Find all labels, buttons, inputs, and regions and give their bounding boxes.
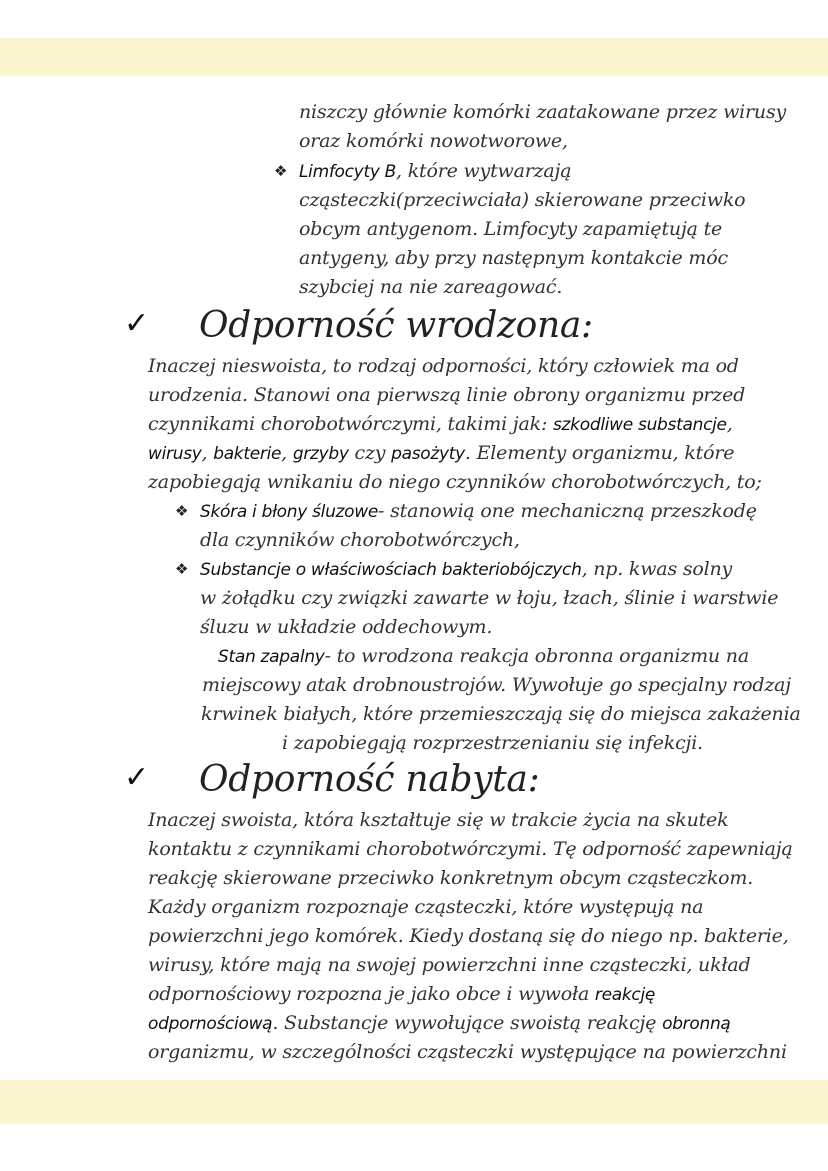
text: - stanowią one mechaniczną przeszkodę <box>378 500 757 522</box>
bullet-text: , które wytwarzają <box>396 160 572 182</box>
term: reakcję <box>594 985 656 1005</box>
term: Substancje o właściwościach bakteriobójczych <box>200 560 582 580</box>
para2-line-2: kontaktu z czynnikami chorobotwórczymi. Tę odporność zapewniają <box>148 838 793 860</box>
text: . Substancje wywołujące swoistą reakcję <box>272 1012 663 1034</box>
text: - to wrodzona reakcja obronna organizmu na <box>324 645 749 667</box>
inflammation-line-4: i zapobiegają rozprzestrzenianiu się infekcji. <box>282 732 703 754</box>
bullet-skora-line-2: dla czynników chorobotwórczych, <box>200 529 520 551</box>
para2-line-3: reakcję skierowane przeciwko konkretnym obcym cząsteczkom. <box>148 867 754 889</box>
bullet-limfocyty-b <box>299 157 571 188</box>
inflammation-line-3: krwinek białych, które przemieszczają się do miejsca zakażenia <box>201 703 801 725</box>
term: Skóra i błony śluzowe <box>200 502 379 522</box>
bullet-b-line-2: cząsteczki(przeciwciała) skierowane przeciwko <box>299 189 746 211</box>
para2-line-6: wirusy, które mają na swojej powierzchni inne cząsteczki, układ <box>148 954 751 976</box>
bullet-skora <box>200 497 757 528</box>
bullet-diamond-icon: ❖ <box>175 502 189 520</box>
para2-line-9: organizmu, w szczególności cząsteczki występujące na powierzchni <box>148 1041 787 1063</box>
bullet-b-line-4: antygeny, aby przy następnym kontakcie móc <box>299 247 728 269</box>
term: grzyby <box>292 444 349 464</box>
para2-line-5: powierzchni jego komórek. Kiedy dostaną się do niego np. bakterie, <box>148 925 789 947</box>
para2-line-1: Inaczej swoista, która kształtuje się w trakcie życia na skutek <box>148 809 729 831</box>
bullet-diamond-icon: ❖ <box>274 162 288 180</box>
text: . Elementy organizmu, które <box>464 442 735 464</box>
intro-line-1: niszczy głównie komórki zaatakowane przez wirusy <box>299 101 787 123</box>
footer-band <box>0 1080 828 1124</box>
para2-line-8 <box>148 1009 731 1040</box>
inflammation-line-2: miejscowy atak drobnoustrojów. Wywołuje go specjalny rodzaj <box>202 674 792 696</box>
text: odpornościowy rozpozna je jako obce i wywoła <box>148 983 595 1005</box>
term: szkodliwe substancje <box>553 415 727 435</box>
term: obronną <box>662 1014 731 1034</box>
para1-line-3 <box>148 410 733 441</box>
text: , <box>281 442 293 464</box>
para1-line-5: zapobiegają wnikaniu do niego czynników chorobotwórczych, to; <box>148 471 762 493</box>
section-heading-nabyta: Odporność nabyta: <box>199 759 540 800</box>
term: wirusy <box>148 444 202 464</box>
text: , <box>201 442 214 464</box>
para1-line-2: urodzenia. Stanowi ona pierwszą linie obrony organizmu przed <box>148 384 746 406</box>
term: pasożyty <box>391 444 465 464</box>
term: bakterie <box>213 444 282 464</box>
text: czynnikami chorobotwórczymi, takimi jak: <box>148 413 553 435</box>
checkmark-icon: ✓ <box>124 306 150 341</box>
inflammation-line-1 <box>218 642 749 673</box>
para2-line-4: Każdy organizm rozpoznaje cząsteczki, które występują na <box>148 896 704 918</box>
intro-line-2: oraz komórki nowotworowe, <box>299 130 568 152</box>
bullet-substancje <box>200 555 732 586</box>
text: czy <box>348 442 392 464</box>
para1-line-4 <box>148 439 734 470</box>
term: odpornościową <box>148 1014 273 1034</box>
header-band <box>0 38 828 76</box>
para1-line-1: Inaczej nieswoista, to rodzaj odporności, który człowiek ma od <box>148 355 739 377</box>
text: , <box>726 413 733 435</box>
bullet-diamond-icon: ❖ <box>175 560 189 578</box>
bullet-b-line-3: obcym antygenom. Limfocyty zapamiętują te <box>299 218 723 240</box>
para2-line-7 <box>148 980 655 1011</box>
text: , np. kwas solny <box>581 558 733 580</box>
bullet-substancje-line-2: w żołądku czy związki zawarte w łoju, łzach, ślinie i warstwie <box>200 587 779 609</box>
term-limfocyty-b: Limfocyty B <box>299 162 397 182</box>
bullet-b-line-5: szybciej na nie zareagować. <box>299 276 563 298</box>
term: Stan zapalny <box>218 647 325 667</box>
checkmark-icon: ✓ <box>124 760 150 795</box>
section-heading-wrodzona: Odporność wrodzona: <box>199 305 593 346</box>
bullet-substancje-line-3: śluzu w układzie oddechowym. <box>200 616 493 638</box>
